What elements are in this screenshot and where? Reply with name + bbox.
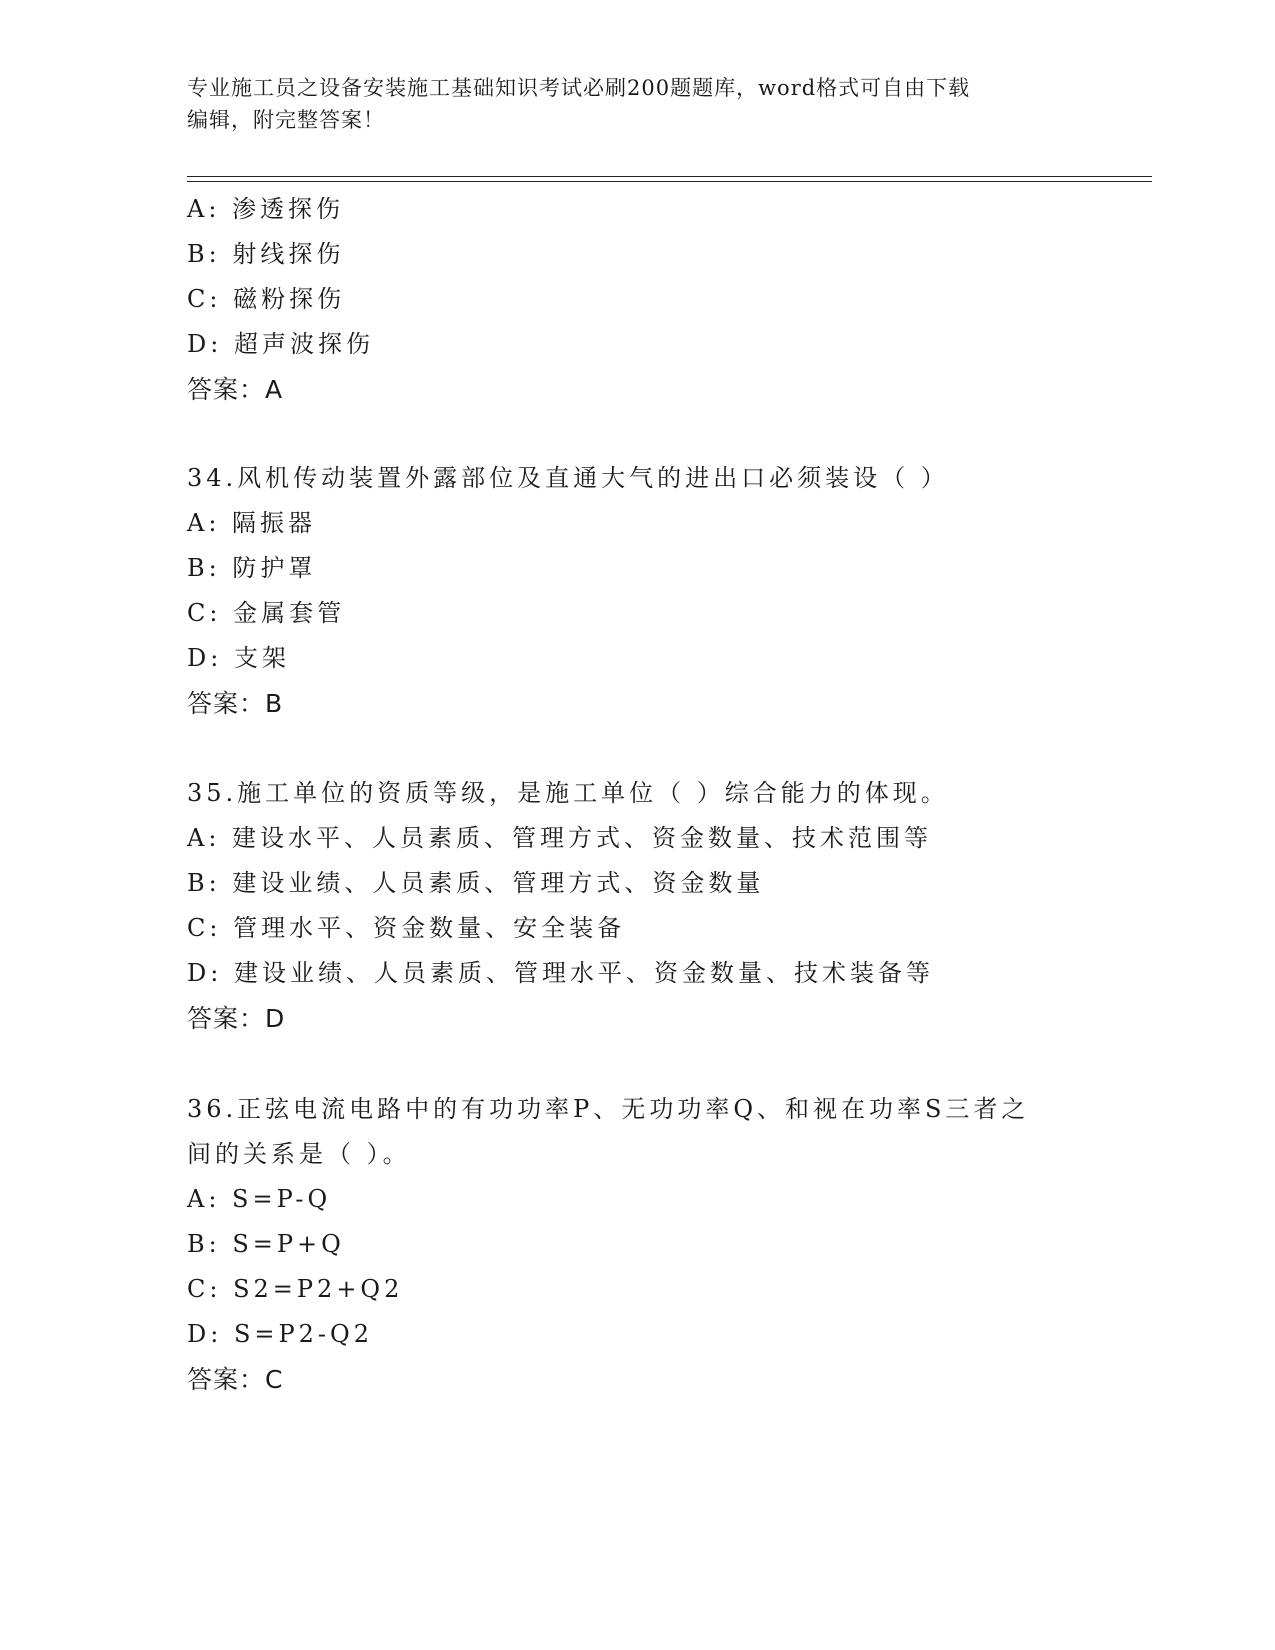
q33-option-b: B: 射线探伤 [187,240,345,268]
q35-option-d: D: 建设业绩、人员素质、管理水平、资金数量、技术装备等 [187,959,934,987]
q35-option-a: A: 建设水平、人员素质、管理方式、资金数量、技术范围等 [187,824,933,852]
q35-option-c: C: 管理水平、资金数量、安全装备 [187,914,626,942]
header-title-line-1: 专业施工员之设备安装施工基础知识考试必刷200题题库，word格式可自由下载 [187,76,971,100]
q33-option-d: D: 超声波探伤 [187,330,374,358]
q34-option-d: D: 支架 [187,644,290,672]
q33-option-a: A: 渗透探伤 [187,195,345,223]
q36-stem-line-2: 间的关系是（ ）。 [187,1140,411,1168]
q35-stem: 35.施工单位的资质等级，是施工单位（ ）综合能力的体现。 [187,779,949,807]
header-title-line-2: 编辑，附完整答案！ [187,108,385,132]
q34-answer: 答案：B [187,689,284,718]
q36-option-b: B: S=P+Q [187,1230,345,1258]
q34-option-b: B: 防护罩 [187,554,317,582]
q36-option-c: C: S2=P2+Q2 [187,1275,404,1303]
header-divider-top [187,176,1152,177]
q34-stem: 34.风机传动装置外露部位及直通大气的进出口必须装设（ ） [187,464,949,492]
document-header [187,72,1087,136]
q33-option-c: C: 磁粉探伤 [187,285,346,313]
q36-option-a: A: S=P-Q [187,1185,332,1213]
q34-option-c: C: 金属套管 [187,599,346,627]
q34-option-a: A: 隔振器 [187,509,317,537]
header-divider-bottom [187,181,1152,182]
q35-option-b: B: 建设业绩、人员素质、管理方式、资金数量 [187,869,765,897]
q35-answer: 答案：D [187,1004,286,1033]
q36-option-d: D: S=P2-Q2 [187,1320,373,1348]
q33-answer: 答案：A [187,375,284,404]
q36-stem-line-1: 36.正弦电流电路中的有功功率P、无功功率Q、和视在功率S三者之 [187,1095,1030,1123]
q36-answer: 答案：C [187,1365,284,1394]
